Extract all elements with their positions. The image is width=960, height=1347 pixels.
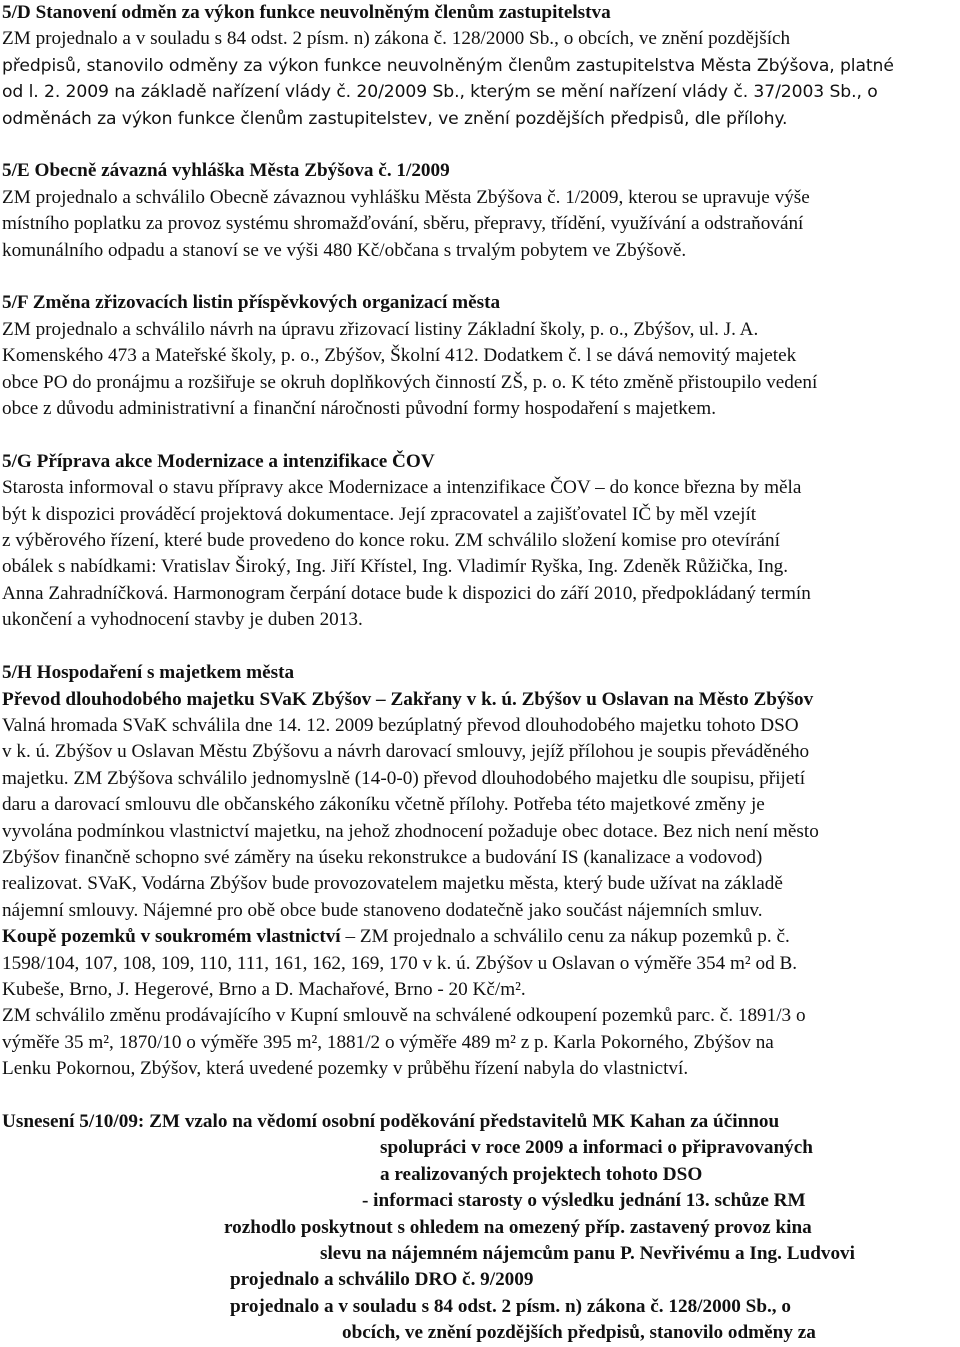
section-5h-line: Valná hromada SVaK schválila dne 14. 12. 2009 bezúplatný převod dlouhodobého majetku tohoto DSO <box>2 714 799 736</box>
resolution-line: projednalo a schválilo DRO č. 9/2009 <box>230 1269 534 1291</box>
purchase-line: výměře 35 m², 1870/10 o výměře 395 m², 1881/2 o výměře 489 m² z p. Karla Pokorného, Zbýšov na <box>2 1031 774 1053</box>
section-5g-line: obálek s nabídkami: Vratislav Široký, Ing. Jiří Křístel, Ing. Vladimír Ryška, Ing. Zdeněk Růžička, Ing. <box>2 556 789 578</box>
resolution-line: Usnesení 5/10/09: ZM vzalo na vědomí osobní poděkování představitelů MK Kahan za účinnou <box>2 1110 780 1132</box>
section-5h-line: v k. ú. Zbýšov u Oslavan Městu Zbýšovu a návrh darovací smlouvy, jejíž přílohou je soupis převáděného <box>2 741 810 763</box>
resolution-line: spolupráci v roce 2009 a informaci o připravovaných <box>380 1137 813 1159</box>
section-5f-heading: 5/F Změna zřizovacích listin příspěvkových organizací města <box>2 292 501 314</box>
section-5d-line: předpisů, stanovilo odměny za výkon funkce neuvolněným členům zastupitelstva Města Zbýšova, platné <box>2 55 894 76</box>
section-5d-line: odměnách za výkon funkce členům zastupitelstev, ve znění pozdějších předpisů, dle přílohy. <box>2 108 788 129</box>
section-5f-line: Komenského 473 a Mateřské školy, p. o., Zbýšov, Školní 412. Dodatkem č. l se dává nemovitý majetek <box>2 345 797 367</box>
section-5e <box>2 158 960 264</box>
resolution-line: slevu na nájemném nájemcům panu P. Nevřivému a Ing. Ludvovi <box>320 1243 855 1265</box>
resolution-5-10-09 <box>2 1109 960 1347</box>
section-5d-line: od l. 2. 2009 na základě nařízení vlády č. 20/2009 Sb., kterým se mění nařízení vlády č. 37/2003 Sb., o <box>2 82 878 103</box>
purchase-line: ZM schválilo změnu prodávajícího v Kupní smlouvě na schválené odkoupení pozemků parc. č. 1891/3 o <box>2 1005 806 1027</box>
purchase-heading: Koupě pozemků v soukromém vlastnictví <box>2 926 341 948</box>
purchase-line: 1598/104, 107, 108, 109, 110, 111, 161, 162, 169, 170 v k. ú. Zbýšov u Oslavan o výměře 354 m² od B. <box>2 952 798 974</box>
resolution-line: obcích, ve znění pozdějších předpisů, stanovilo odměny za <box>342 1322 816 1344</box>
section-5h-line: nájemní smlouvy. Nájemné pro obě obce bude stanoveno dodatečně jako součást nájemních smluv. <box>2 899 763 921</box>
purchase-line <box>2 924 960 950</box>
section-5h-line: Zbýšov finančně schopno své záměry na úseku rekonstrukce a budování IS (kanalizace a vodovod) <box>2 846 763 868</box>
section-5g-line: z výběrového řízení, které bude provedeno do konce roku. ZM schválilo složení komise pro otevírání <box>2 530 780 552</box>
section-5h-line: daru a darovací smlouvu dle občanského zákoníku včetně přílohy. Potřeba této majetkové změny je <box>2 794 765 816</box>
purchase-line: Kubeše, Brno, J. Hegerové, Brno a D. Machařové, Brno - 20 Kč/m². <box>2 978 526 1000</box>
section-5g-line: být k dispozici prováděcí projektová dokumentace. Její zpracovatel a zajišťovatel IČ by měl vzejít <box>2 503 757 525</box>
section-5f-line: ZM projednalo a schválilo návrh na úpravu zřizovací listiny Základní školy, p. o., Zbýšov, ul. J. A. <box>2 318 759 340</box>
section-5f-line: obce z důvodu administrativní a finanční náročnosti původní formy hospodaření s majetkem. <box>2 398 717 420</box>
section-5d-line: ZM projednalo a v souladu s 84 odst. 2 písm. n) zákona č. 128/2000 Sb., o obcích, ve znění pozdějších <box>2 28 791 50</box>
section-5f-line: obce PO do pronájmu a rozšiřuje se okruh doplňkových činností ZŠ, p. o. K této změně přistoupilo vedení <box>2 371 818 393</box>
purchase-lead: – ZM projednalo a schválilo cenu za nákup pozemků p. č. <box>340 926 790 948</box>
section-5h-heading: 5/H Hospodaření s majetkem města <box>2 662 295 684</box>
section-5h-line: majetku. ZM Zbýšova schválilo jednomyslně (14-0-0) převod dlouhodobého majetku dle soupisu, přijetí <box>2 767 806 789</box>
resolution-line: - informaci starosty o výsledku jednání 13. schůze RM <box>362 1190 806 1212</box>
section-5h <box>2 660 960 1083</box>
section-5f <box>2 290 960 422</box>
resolution-line: a realizovaných projektech tohoto DSO <box>380 1163 703 1185</box>
section-5h-subheading: Převod dlouhodobého majetku SVaK Zbýšov – Zakřany v k. ú. Zbýšov u Oslavan na Město Zbýšov <box>2 688 814 710</box>
section-5e-line: místního poplatku za provoz systému shromažďování, sběru, přepravy, třídění, využívání a odstraňování <box>2 213 804 235</box>
purchase-line: Lenku Pokornou, Zbýšov, která uvedené pozemky v průběhu řízení nabyla do vlastnictví. <box>2 1058 689 1080</box>
section-5e-line: komunálního odpadu a stanoví se ve výši 480 Kč/občana s trvalým pobytem ve Zbýšově. <box>2 239 687 261</box>
resolution-line: projednalo a v souladu s 84 odst. 2 písm. n) zákona č. 128/2000 Sb., o <box>230 1295 791 1317</box>
section-5g-line: Anna Zahradníčková. Harmonogram čerpání dotace bude k dispozici do září 2010, předpokládaný termín <box>2 582 811 604</box>
section-5d <box>2 0 960 132</box>
section-5g <box>2 449 960 634</box>
section-5e-line: ZM projednalo a schválilo Obecně závaznou vyhlášku Města Zbýšova č. 1/2009, kterou se upravuje výše <box>2 186 810 208</box>
section-5e-heading: 5/E Obecně závazná vyhláška Města Zbýšova č. 1/2009 <box>2 160 450 182</box>
section-5g-heading: 5/G Příprava akce Modernizace a intenzifikace ČOV <box>2 450 435 472</box>
section-5g-line: ukončení a vyhodnocení stavby je duben 2013. <box>2 609 363 631</box>
resolution-line: rozhodlo poskytnout s ohledem na omezený příp. zastavený provoz kina <box>224 1216 812 1238</box>
section-5d-heading: 5/D Stanovení odměn za výkon funkce neuvolněným členům zastupitelstva <box>2 2 611 23</box>
section-5g-line: Starosta informoval o stavu přípravy akce Modernizace a intenzifikace ČOV – do konce března by měla <box>2 477 802 499</box>
section-5h-line: realizovat. SVaK, Vodárna Zbýšov bude provozovatelem majetku města, který bude užívat na základě <box>2 873 783 895</box>
section-5h-line: vyvolána podmínkou vlastnictví majetku, na jehož zhodnocení požaduje obec dotace. Bez nich není město <box>2 820 819 842</box>
